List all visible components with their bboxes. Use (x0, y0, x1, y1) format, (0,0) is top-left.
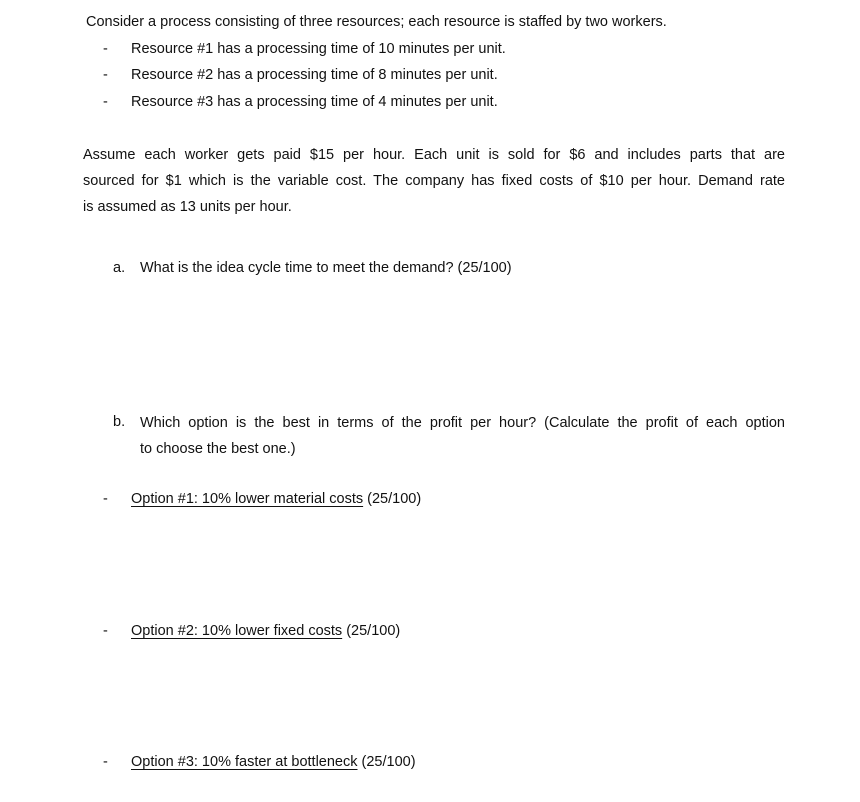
question-b-marker: b. (113, 414, 126, 430)
assumptions-line-2: sourced for $1 which is the variable cost. The company has fixed costs of $10 per hour. Demand rate (83, 173, 785, 189)
bullet-dash: - (103, 491, 108, 507)
assumptions-line-1: Assume each worker gets paid $15 per hour. Each unit is sold for $6 and includes parts that are (83, 147, 785, 163)
resource-3-item: Resource #3 has a processing time of 4 minutes per unit. (131, 94, 498, 110)
option-3-item (131, 754, 416, 770)
option-3-points: (25/100) (361, 754, 416, 770)
resource-1-item: Resource #1 has a processing time of 10 minutes per unit. (131, 41, 506, 57)
option-1-item (131, 491, 421, 507)
option-1-points: (25/100) (367, 491, 422, 507)
bullet-dash: - (103, 94, 108, 110)
bullet-dash: - (103, 623, 108, 639)
question-b-body (140, 410, 785, 462)
question-b-line-2: to choose the best one.) (140, 441, 296, 457)
assumptions-line-3: is assumed as 13 units per hour. (83, 199, 292, 215)
option-2-points: (25/100) (346, 623, 401, 639)
bullet-dash: - (103, 41, 108, 57)
question-a-text: What is the idea cycle time to meet the demand? (25/100) (140, 260, 512, 276)
option-3-title: Option #3: 10% faster at bottleneck (131, 754, 358, 770)
resource-2-item: Resource #2 has a processing time of 8 minutes per unit. (131, 67, 498, 83)
option-2-title: Option #2: 10% lower fixed costs (131, 623, 343, 639)
question-a-marker: a. (113, 260, 126, 276)
option-1-title: Option #1: 10% lower material costs (131, 491, 364, 507)
question-b-line-1: Which option is the best in terms of the profit per hour? (Calculate the profit of each option (140, 415, 785, 431)
bullet-dash: - (103, 754, 108, 770)
option-2-item (131, 623, 400, 639)
bullet-dash: - (103, 67, 108, 83)
problem-intro: Consider a process consisting of three resources; each resource is staffed by two workers. (86, 14, 667, 30)
assumptions-paragraph (83, 142, 785, 220)
